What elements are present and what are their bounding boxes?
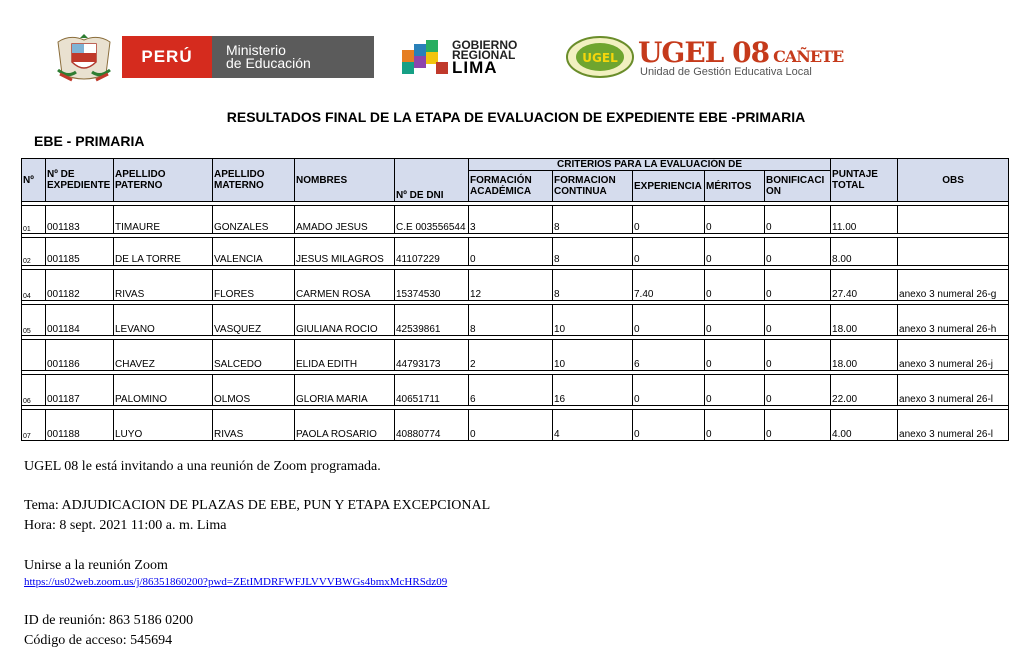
cell-meritos: 0: [705, 238, 765, 266]
cell-materno: RIVAS: [213, 410, 295, 441]
cell-continua: 8: [553, 270, 633, 301]
cell-dni: 40880774: [395, 410, 469, 441]
header-apellido-materno: APELLIDO MATERNO: [213, 159, 295, 202]
table-row: [22, 305, 1009, 336]
header-experiencia: EXPERIENCIA: [633, 171, 705, 202]
cell-continua: 4: [553, 410, 633, 441]
meeting-join-label: Unirse a la reunión Zoom: [24, 558, 168, 573]
gobierno-regional-lima-logo: [400, 36, 530, 78]
cell-academica: 0: [469, 238, 553, 266]
peru-coat-of-arms-icon: [52, 34, 116, 82]
cell-nombres: JESUS MILAGROS: [295, 238, 395, 266]
cell-bonificacion: 0: [765, 340, 831, 371]
cell-nombres: AMADO JESUS: [295, 206, 395, 234]
cell-expediente: 001182: [46, 270, 114, 301]
cell-bonificacion: 0: [765, 410, 831, 441]
document-title: RESULTADOS FINAL DE LA ETAPA DE EVALUACION DE EXPEDIENTE EBE -PRIMARIA: [226, 109, 806, 125]
cell-experiencia: 0: [633, 410, 705, 441]
gob-lima: LIMA: [452, 58, 498, 77]
cell-nombres: ELIDA EDITH: [295, 340, 395, 371]
header-meritos: MÉRITOS: [705, 171, 765, 202]
cell-obs: [898, 238, 1009, 266]
cell-dni: 40651711: [395, 375, 469, 406]
cell-bonificacion: 0: [765, 375, 831, 406]
cell-obs: [898, 206, 1009, 234]
cell-continua: 10: [553, 305, 633, 336]
cell-puntaje: 22.00: [831, 375, 898, 406]
header-formacion-academica: FORMACIÓN ACADÉMICA: [469, 171, 553, 202]
meeting-topic: Tema: ADJUDICACION DE PLAZAS DE EBE, PUN Y ETAPA EXCEPCIONAL: [24, 498, 491, 513]
cell-experiencia: 0: [633, 305, 705, 336]
header-puntaje: PUNTAJE TOTAL: [831, 159, 898, 202]
cell-nombres: CARMEN ROSA: [295, 270, 395, 301]
ugel-subtitle: Unidad de Gestión Educativa Local: [640, 66, 812, 78]
cell-obs: anexo 3 numeral 26-l: [898, 410, 1009, 441]
cell-puntaje: 18.00: [831, 340, 898, 371]
cell-no: [22, 340, 46, 371]
header-bonificacion: BONIFICACION: [765, 171, 831, 202]
cell-meritos: 0: [705, 410, 765, 441]
cell-no: 04: [22, 270, 46, 301]
cell-nombres: GIULIANA ROCIO: [295, 305, 395, 336]
cell-bonificacion: 0: [765, 270, 831, 301]
ministry-of-education-logo: [212, 36, 374, 78]
cell-materno: SALCEDO: [213, 340, 295, 371]
logo-bar: [0, 32, 1032, 84]
cell-academica: 8: [469, 305, 553, 336]
table-row: [22, 206, 1009, 234]
meeting-passcode: Código de acceso: 545694: [24, 633, 173, 648]
meeting-time: Hora: 8 sept. 2021 11:00 a. m. Lima: [24, 518, 227, 533]
header-criterios: CRITERIOS PARA LA EVALUACIÓN DE: [469, 159, 831, 171]
cell-puntaje: 11.00: [831, 206, 898, 234]
cell-expediente: 001187: [46, 375, 114, 406]
ugel-emblem-text: UGEL: [582, 51, 618, 65]
cell-no: 05: [22, 305, 46, 336]
cell-materno: GONZALES: [213, 206, 295, 234]
header-nombres: NOMBRES: [295, 159, 395, 202]
gob-line1: GOBIERNO: [452, 38, 518, 52]
cell-obs: anexo 3 numeral 26-g: [898, 270, 1009, 301]
cell-paterno: LUYO: [114, 410, 213, 441]
cell-paterno: PALOMINO: [114, 375, 213, 406]
cell-no: 07: [22, 410, 46, 441]
cell-paterno: LEVANO: [114, 305, 213, 336]
document-subtitle: EBE - PRIMARIA: [34, 133, 145, 149]
cell-puntaje: 4.00: [831, 410, 898, 441]
cell-puntaje: 27.40: [831, 270, 898, 301]
cell-experiencia: 0: [633, 206, 705, 234]
cell-nombres: PAOLA ROSARIO: [295, 410, 395, 441]
table-row: [22, 238, 1009, 266]
ugel-name-text: UGEL 08: [638, 36, 770, 69]
cell-expediente: 001188: [46, 410, 114, 441]
gob-line2: REGIONAL: [452, 48, 516, 62]
header-obs: OBS: [898, 159, 1009, 202]
cell-expediente: 001186: [46, 340, 114, 371]
cell-continua: 16: [553, 375, 633, 406]
peru-label: PERÚ: [122, 36, 212, 78]
cell-meritos: 0: [705, 305, 765, 336]
cell-no: 01: [22, 206, 46, 234]
gob-text: [452, 40, 517, 60]
cell-puntaje: 8.00: [831, 238, 898, 266]
cell-experiencia: 7.40: [633, 270, 705, 301]
results-table: [21, 158, 1009, 441]
cell-continua: 10: [553, 340, 633, 371]
ugel-city: CAÑETE: [773, 47, 844, 66]
cell-experiencia: 0: [633, 238, 705, 266]
cell-obs: anexo 3 numeral 26-j: [898, 340, 1009, 371]
cell-materno: VALENCIA: [213, 238, 295, 266]
cell-academica: 2: [469, 340, 553, 371]
header-expediente: Nº DE EXPEDIENTE: [46, 159, 114, 202]
cell-bonificacion: 0: [765, 238, 831, 266]
table-row: [22, 410, 1009, 441]
meeting-id: ID de reunión: 863 5186 0200: [24, 613, 194, 628]
cell-academica: 12: [469, 270, 553, 301]
header-dni: Nº DE DNI: [395, 159, 469, 202]
ugel-08-logo: [564, 34, 854, 82]
cell-obs: anexo 3 numeral 26-h: [898, 305, 1009, 336]
cell-dni: C.E 003556544: [395, 206, 469, 234]
minedu-line1: Ministerio: [226, 42, 286, 58]
cell-academica: 3: [469, 206, 553, 234]
cell-bonificacion: 0: [765, 206, 831, 234]
cell-academica: 0: [469, 410, 553, 441]
header-no: Nº: [22, 159, 46, 202]
cell-continua: 8: [553, 238, 633, 266]
cell-obs: anexo 3 numeral 26-l: [898, 375, 1009, 406]
cell-materno: VASQUEZ: [213, 305, 295, 336]
cell-expediente: 001184: [46, 305, 114, 336]
ugel-emblem-icon: [566, 36, 634, 78]
cell-dni: 42539861: [395, 305, 469, 336]
cell-dni: 44793173: [395, 340, 469, 371]
table-row: [22, 375, 1009, 406]
cell-materno: OLMOS: [213, 375, 295, 406]
cell-continua: 8: [553, 206, 633, 234]
header-apellido-paterno: APELLIDO PATERNO: [114, 159, 213, 202]
cell-dni: 15374530: [395, 270, 469, 301]
cell-paterno: TIMAURE: [114, 206, 213, 234]
cell-puntaje: 18.00: [831, 305, 898, 336]
cell-paterno: DE LA TORRE: [114, 238, 213, 266]
cell-meritos: 0: [705, 206, 765, 234]
cell-no: 06: [22, 375, 46, 406]
cell-experiencia: 0: [633, 375, 705, 406]
lima-cubes-icon: [402, 40, 448, 74]
cell-meritos: 0: [705, 340, 765, 371]
table-row: [22, 270, 1009, 301]
header-formacion-continua: FORMACION CONTINUA: [553, 171, 633, 202]
cell-paterno: CHAVEZ: [114, 340, 213, 371]
zoom-join-link[interactable]: https://us02web.zoom.us/j/86351860200?pwd=ZEtIMDRFWFJLVVVBWGs4bmxMcHRSdz09: [24, 576, 448, 588]
cell-nombres: GLORIA MARIA: [295, 375, 395, 406]
cell-no: 02: [22, 238, 46, 266]
cell-paterno: RIVAS: [114, 270, 213, 301]
cell-materno: FLORES: [213, 270, 295, 301]
minedu-line2: de Educación: [226, 55, 311, 71]
cell-expediente: 001185: [46, 238, 114, 266]
cell-bonificacion: 0: [765, 305, 831, 336]
cell-meritos: 0: [705, 375, 765, 406]
cell-experiencia: 6: [633, 340, 705, 371]
cell-dni: 41107229: [395, 238, 469, 266]
meeting-invite: UGEL 08 le está invitando a una reunión de Zoom programada.: [24, 459, 381, 474]
cell-meritos: 0: [705, 270, 765, 301]
cell-academica: 6: [469, 375, 553, 406]
cell-expediente: 001183: [46, 206, 114, 234]
table-row: [22, 340, 1009, 371]
